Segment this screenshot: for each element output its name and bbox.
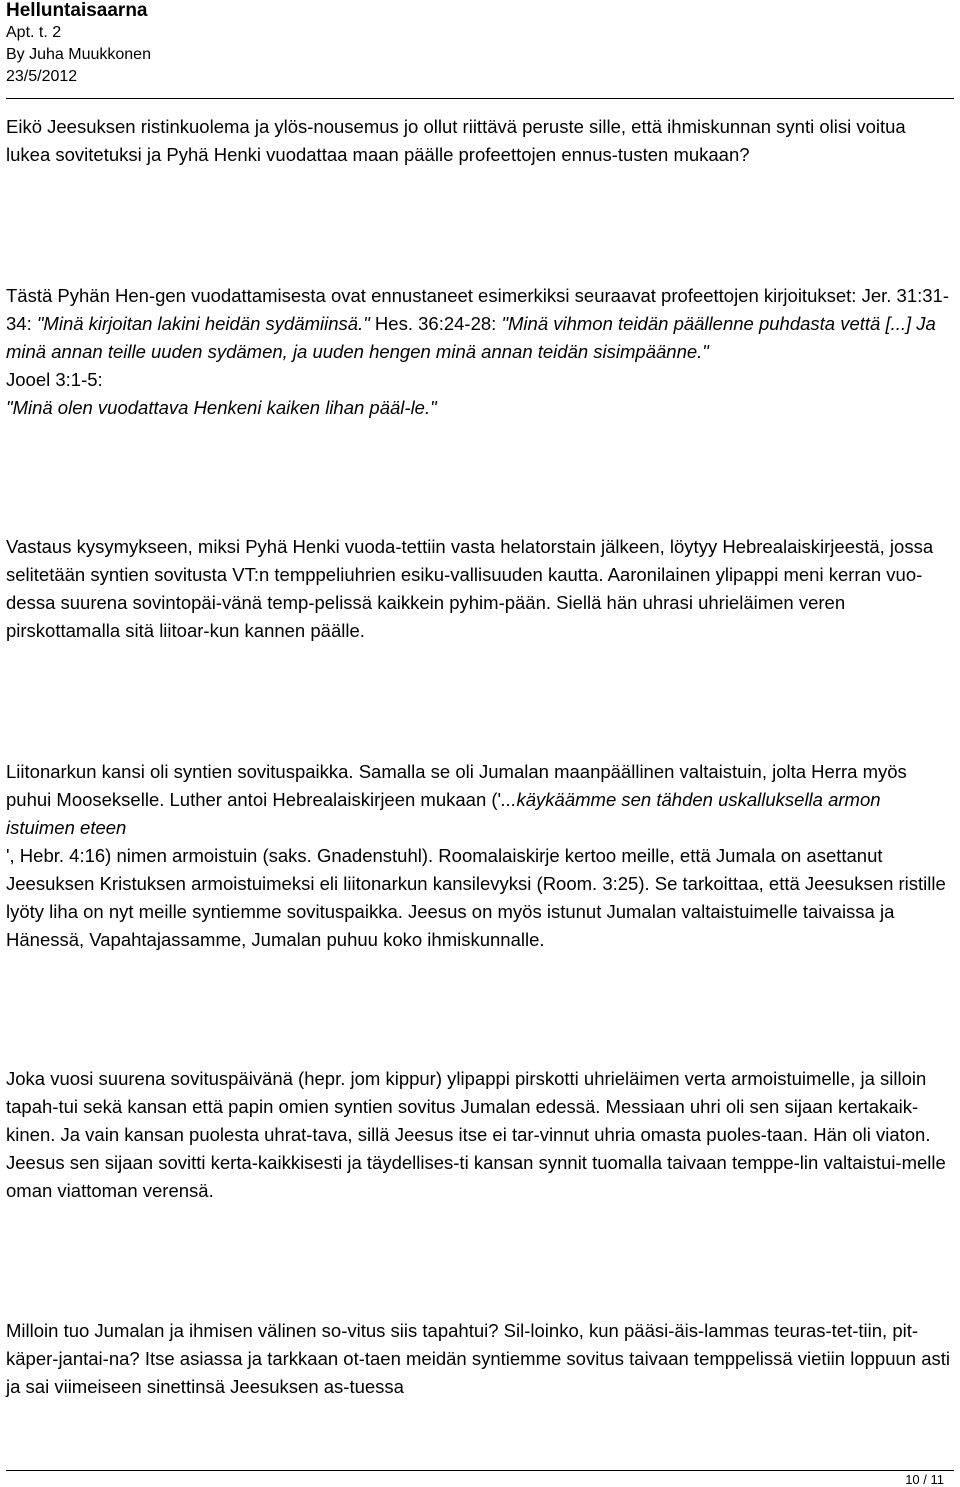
quote-joel: "Minä olen vuodattava Henkeni kaiken lihan pääl-le." <box>6 397 437 418</box>
paragraph-2-text-3: Jooel 3:1-5: <box>6 369 103 390</box>
paragraph-5: Joka vuosi suurena sovituspäivänä (hepr. jom kippur) ylipappi pirskotti uhrieläimen verta armoistuimelle, ja silloin tapah-tui sekä kansan että papin omien syntien sovitus Jumalan edessä. Messiaan uhri oli sen sijaan kertakaik-kinen. Ja vain kansan puolesta uhrat-tava, sillä Jeesus itse ei tar-vinnut uhria omasta puoles-taan. Hän oli viaton. Jeesus sen sijaan sovitti kerta-kaikkisesti ja täydellises-ti kansan synnit tuomalla taivaan temppe-lin valtaistui-melle oman viattoman verensä. <box>6 1068 946 1201</box>
paragraph-3: Vastaus kysymykseen, miksi Pyhä Henki vuoda-tettiin vasta helatorstain jälkeen, löytyy Hebrealaiskirjeestä, jossa selitetään syntien sovitusta VT:n temppeliuhrien esiku-vallisuuden kautta. Aaronilainen ylipappi meni kerran vuo-dessa suurena sovintopäi-vänä temp-pelissä kaikkein pyhim-pään. Siellä hän uhrasi uhrieläimen veren pirskottamalla sitä liitoar-kun kannen päälle. <box>6 536 934 641</box>
paragraph-1: Eikö Jeesuksen ristinkuolema ja ylös-nousemus jo ollut riittävä peruste sille, että ihmiskunnan synti olisi voitua lukea sovitetuksi ja Pyhä Henki vuodattaa maan päälle profeettojen ennus-tusten mukaan? <box>6 116 906 165</box>
quote-ezekiel: "Minä vihmon teidän päällenne puhdasta vettä [...] Ja minä annan teille uuden sydämen, ja uuden hengen minä annan teidän sisimpäänne." <box>6 313 936 362</box>
document-header <box>6 0 606 88</box>
paragraph-4-text-2: ', Hebr. 4:16) nimen armoistuin (saks. Gnadenstuhl). Roomalaiskirje kertoo meille, että Jumala on asettanut Jeesuksen Kristuksen armoistuimeksi eli liitonarkun kansilevyksi (Room. 3:25). Se tarkoittaa, että Jeesuksen ristille lyöty liha on nyt meille syntiemme sovituspaikka. Jeesus on myös istunut Jumalan valtaistuimelle taivaissa ja Hänessä, Vapahtajassamme, Jumalan puhuu koko ihmiskunnalle. <box>6 845 946 950</box>
document-author: By Juha Muukkonen <box>6 46 151 63</box>
paragraph-4 <box>6 758 954 954</box>
paragraph-2-text-1: Tästä Pyhän Hen-gen vuodattamisesta ovat ennustaneet esimerkiksi seuraavat profeettojen kirjoitukset: Jer. 31:31-34: <box>6 285 949 334</box>
document-date: 23/5/2012 <box>6 68 78 85</box>
page-number: 10 / 11 <box>905 1472 944 1487</box>
document-subtitle: Apt. t. 2 <box>6 24 62 41</box>
paragraph-4-text-1: Liitonarkun kansi oli syntien sovituspaikka. Samalla se oli Jumalan maanpäällinen valtaistuin, jolta Herra myös puhui Moosekselle. Luther antoi Hebrealaiskirjeen mukaan (' <box>6 761 907 810</box>
header-divider <box>6 98 954 99</box>
paragraph-6: Milloin tuo Jumalan ja ihmisen välinen so-vitus siis tapahtui? Sil-loinko, kun pääsi-äis-lammas teuras-tet-tiin, pit-käper-jantai-na? Itse asiassa ja tarkkaan ot-taen meidän syntiemme sovitus taivaan temppelissä vietiin loppuun asti ja sai viimeiseen sinettinsä Jeesuksen as-tuessa <box>6 1320 950 1397</box>
paragraph-2-text-2: Hes. 36:24-28: <box>369 313 502 334</box>
paragraph-2 <box>6 282 954 422</box>
footer-divider <box>6 1470 954 1471</box>
quote-jeremiah: "Minä kirjoitan lakini heidän sydämiinsä." <box>36 313 370 334</box>
quote-hebrews: ...käykäämme sen tähden uskalluksella armon istuimen eteen <box>6 789 881 838</box>
document-title: Helluntaisaarna <box>6 0 148 21</box>
